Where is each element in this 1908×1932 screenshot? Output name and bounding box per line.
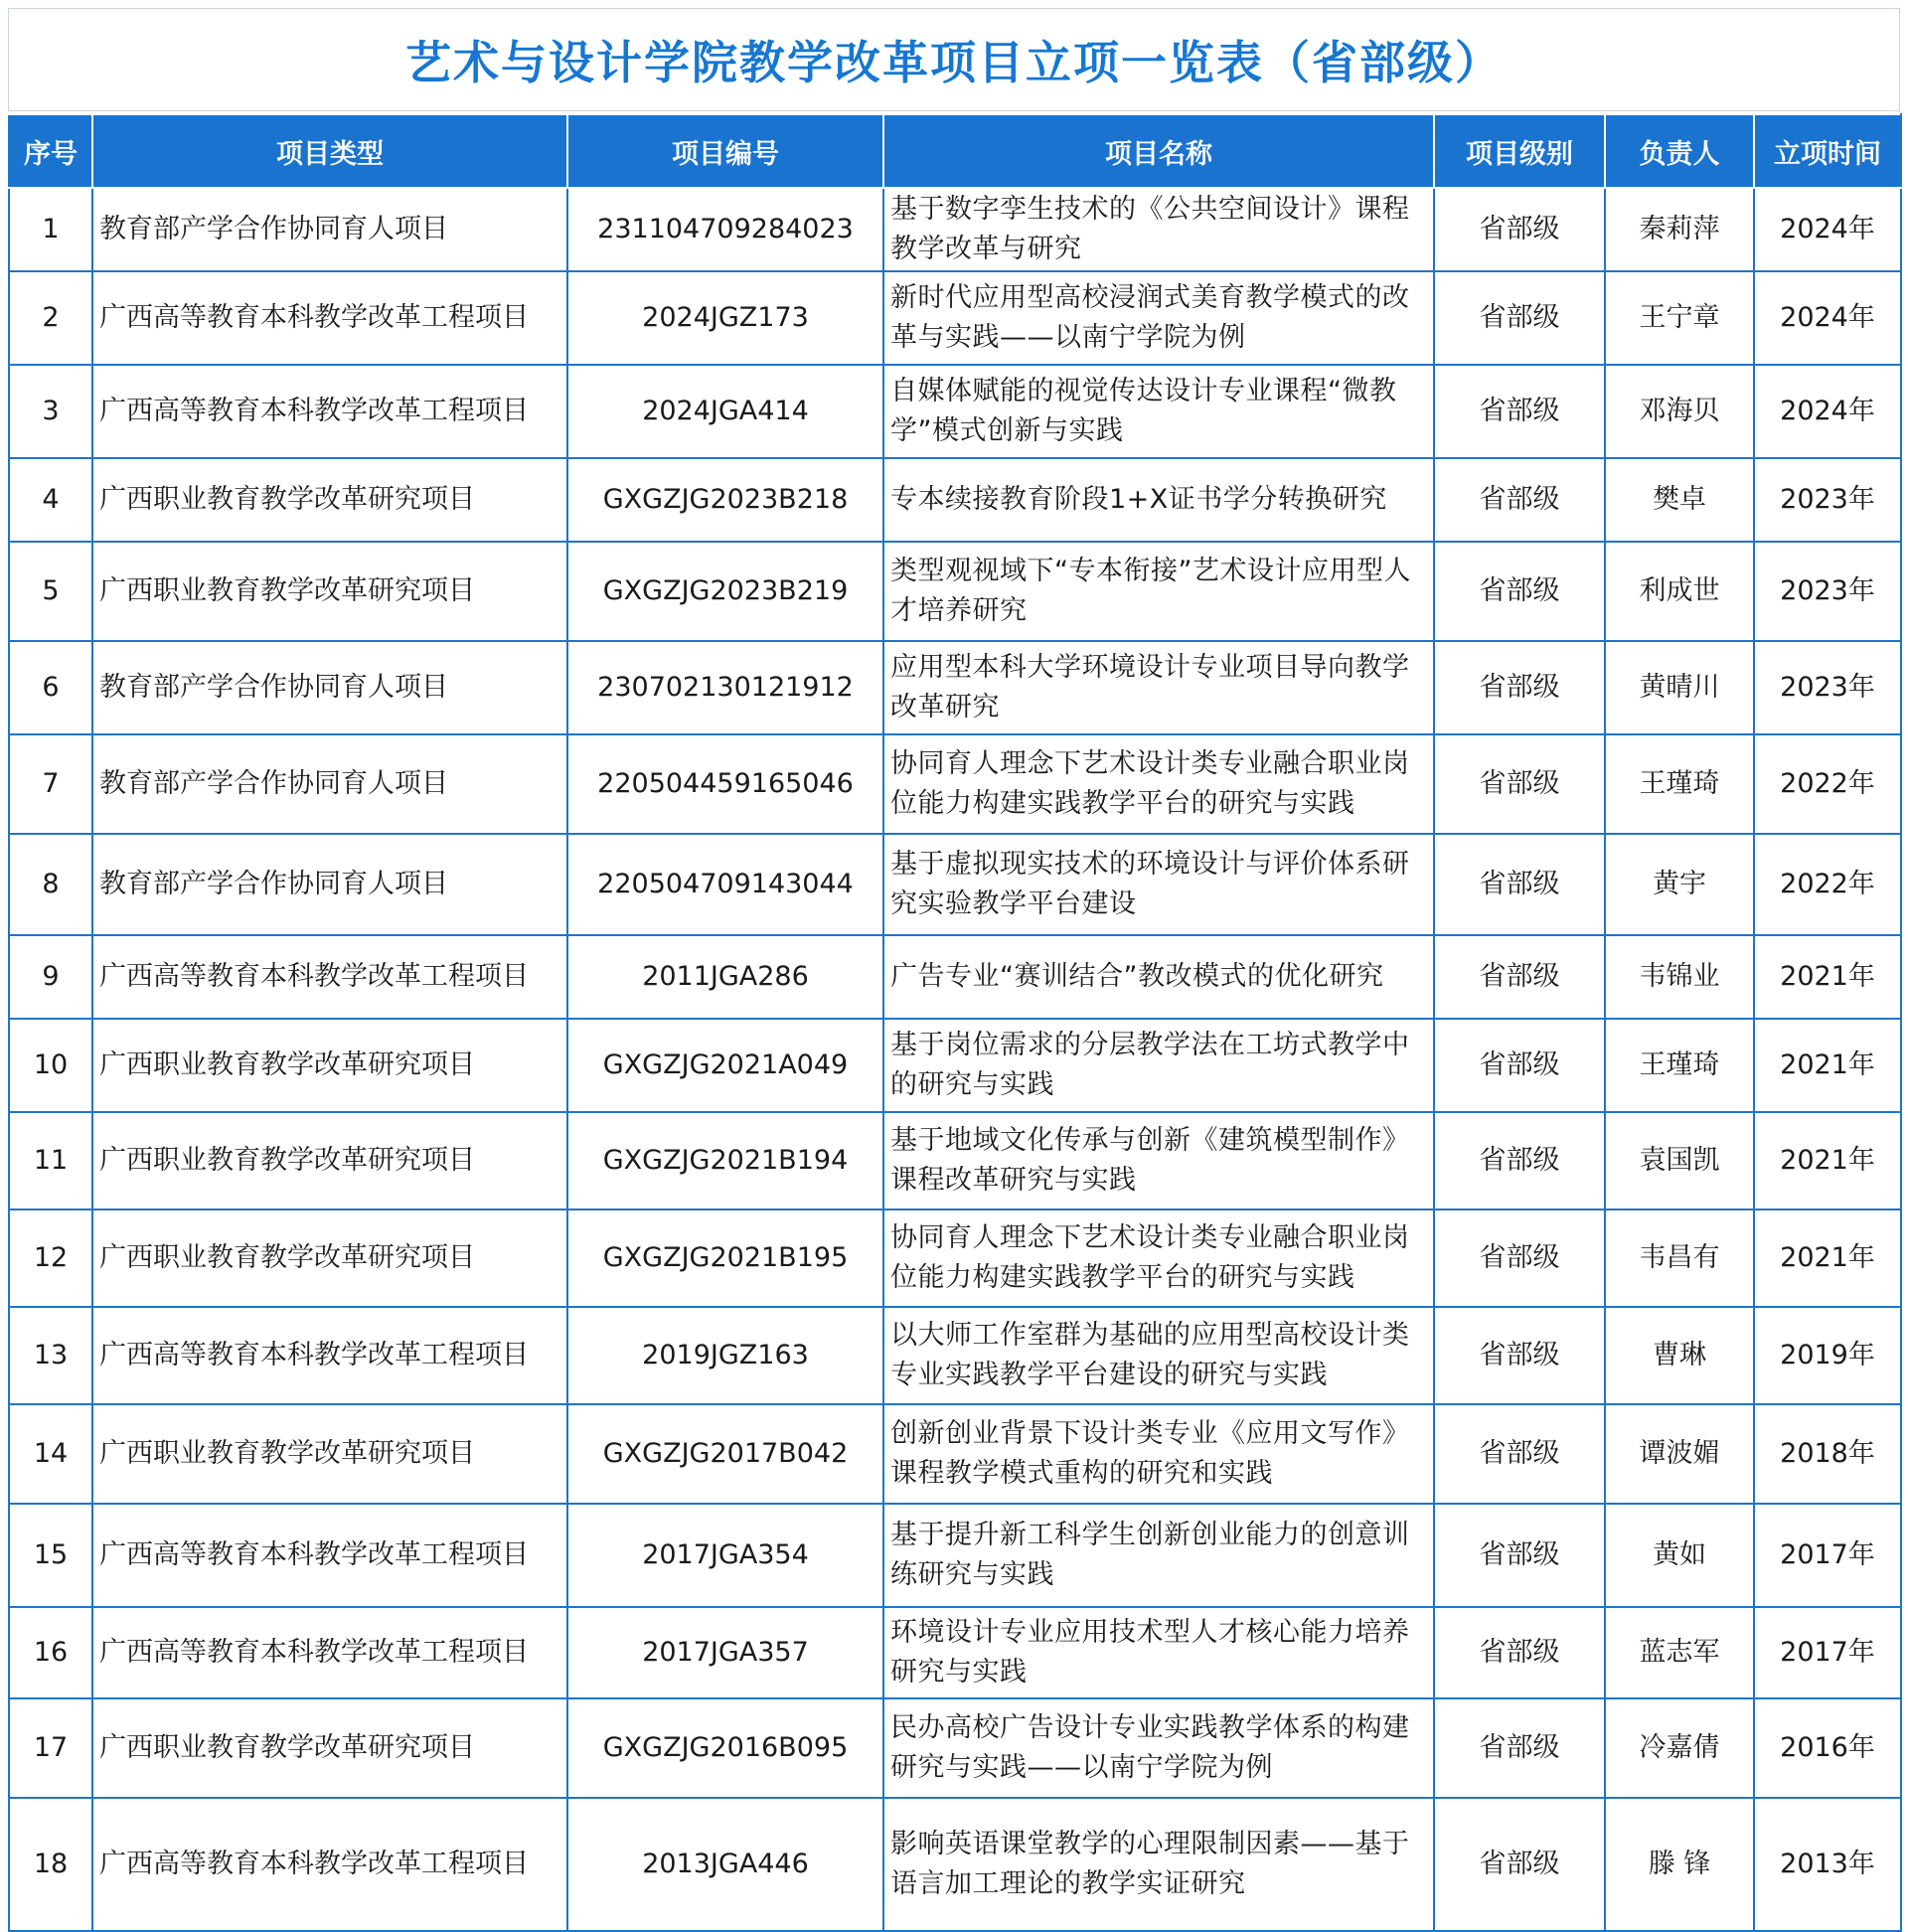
cell-level: 省部级 (1434, 641, 1605, 734)
table-row (9, 1112, 1901, 1209)
cell-code: GXGZJG2021B194 (567, 1112, 883, 1209)
header-code: 项目编号 (567, 114, 883, 188)
cell-code: 231104709284023 (567, 188, 883, 271)
cell-year: 2023年 (1754, 641, 1901, 734)
header-type: 项目类型 (92, 114, 567, 188)
table-row (9, 1698, 1901, 1798)
cell-level: 省部级 (1434, 1607, 1605, 1698)
cell-code: GXGZJG2017B042 (567, 1404, 883, 1504)
cell-year: 2017年 (1754, 1607, 1901, 1698)
cell-leader: 谭波媚 (1605, 1404, 1754, 1504)
cell-code: 2024JGZ173 (567, 271, 883, 365)
cell-no: 11 (9, 1112, 92, 1209)
cell-name: 广告专业“赛训结合”教改模式的优化研究 (883, 935, 1434, 1019)
cell-leader: 韦昌有 (1605, 1209, 1754, 1307)
cell-name: 基于岗位需求的分层教学法在工坊式教学中的研究与实践 (883, 1019, 1434, 1112)
cell-code: GXGZJG2021B195 (567, 1209, 883, 1307)
cell-code: GXGZJG2016B095 (567, 1698, 883, 1798)
table-row (9, 188, 1901, 271)
cell-name: 类型观视域下“专本衔接”艺术设计应用型人才培养研究 (883, 542, 1434, 641)
cell-code: 230702130121912 (567, 641, 883, 734)
cell-code: GXGZJG2021A049 (567, 1019, 883, 1112)
cell-leader: 邓海贝 (1605, 365, 1754, 458)
cell-level: 省部级 (1434, 1504, 1605, 1607)
cell-year: 2021年 (1754, 1209, 1901, 1307)
header-leader: 负责人 (1605, 114, 1754, 188)
cell-leader: 利成世 (1605, 542, 1754, 641)
cell-no: 15 (9, 1504, 92, 1607)
cell-type: 广西职业教育教学改革研究项目 (92, 1209, 567, 1307)
cell-leader: 樊卓 (1605, 458, 1754, 542)
cell-type: 广西高等教育本科教学改革工程项目 (92, 365, 567, 458)
cell-year: 2021年 (1754, 935, 1901, 1019)
page-title: 艺术与设计学院教学改革项目立项一览表（省部级） (405, 36, 1503, 89)
table-body (9, 188, 1901, 1931)
cell-level: 省部级 (1434, 1698, 1605, 1798)
cell-no: 4 (9, 458, 92, 542)
cell-level: 省部级 (1434, 734, 1605, 834)
table-row (9, 271, 1901, 365)
cell-level: 省部级 (1434, 365, 1605, 458)
cell-year: 2021年 (1754, 1112, 1901, 1209)
cell-no: 14 (9, 1404, 92, 1504)
cell-year: 2022年 (1754, 834, 1901, 935)
cell-no: 7 (9, 734, 92, 834)
cell-code: 2017JGA357 (567, 1607, 883, 1698)
cell-leader: 黄如 (1605, 1504, 1754, 1607)
cell-leader: 袁国凯 (1605, 1112, 1754, 1209)
cell-year: 2019年 (1754, 1307, 1901, 1404)
title-band (8, 8, 1900, 111)
cell-level: 省部级 (1434, 1112, 1605, 1209)
cell-no: 13 (9, 1307, 92, 1404)
cell-no: 6 (9, 641, 92, 734)
cell-leader: 黄晴川 (1605, 641, 1754, 734)
cell-leader: 王瑾琦 (1605, 1019, 1754, 1112)
cell-type: 广西职业教育教学改革研究项目 (92, 1019, 567, 1112)
cell-type: 教育部产学合作协同育人项目 (92, 641, 567, 734)
table-row (9, 542, 1901, 641)
cell-leader: 王宁章 (1605, 271, 1754, 365)
table-row (9, 1607, 1901, 1698)
cell-code: 220504459165046 (567, 734, 883, 834)
cell-no: 3 (9, 365, 92, 458)
cell-leader: 曹琳 (1605, 1307, 1754, 1404)
cell-type: 广西职业教育教学改革研究项目 (92, 1112, 567, 1209)
cell-level: 省部级 (1434, 1404, 1605, 1504)
cell-no: 2 (9, 271, 92, 365)
cell-leader: 蓝志军 (1605, 1607, 1754, 1698)
cell-code: 2013JGA446 (567, 1798, 883, 1931)
cell-name: 应用型本科大学环境设计专业项目导向教学改革研究 (883, 641, 1434, 734)
cell-year: 2022年 (1754, 734, 1901, 834)
cell-code: GXGZJG2023B218 (567, 458, 883, 542)
cell-type: 广西职业教育教学改革研究项目 (92, 542, 567, 641)
cell-year: 2024年 (1754, 365, 1901, 458)
table-row (9, 1019, 1901, 1112)
cell-type: 广西高等教育本科教学改革工程项目 (92, 1607, 567, 1698)
cell-level: 省部级 (1434, 188, 1605, 271)
cell-code: 2011JGA286 (567, 935, 883, 1019)
cell-type: 广西职业教育教学改革研究项目 (92, 1698, 567, 1798)
cell-code: GXGZJG2023B219 (567, 542, 883, 641)
table-row (9, 641, 1901, 734)
cell-leader: 冷嘉倩 (1605, 1698, 1754, 1798)
cell-name: 基于地域文化传承与创新《建筑模型制作》课程改革研究与实践 (883, 1112, 1434, 1209)
cell-year: 2021年 (1754, 1019, 1901, 1112)
cell-year: 2018年 (1754, 1404, 1901, 1504)
cell-year: 2024年 (1754, 271, 1901, 365)
table-row (9, 935, 1901, 1019)
cell-name: 基于虚拟现实技术的环境设计与评价体系研究实验教学平台建设 (883, 834, 1434, 935)
cell-level: 省部级 (1434, 1209, 1605, 1307)
table-row (9, 458, 1901, 542)
cell-name: 协同育人理念下艺术设计类专业融合职业岗位能力构建实践教学平台的研究与实践 (883, 1209, 1434, 1307)
cell-name: 基于数字孪生技术的《公共空间设计》课程教学改革与研究 (883, 188, 1434, 271)
cell-leader: 韦锦业 (1605, 935, 1754, 1019)
table-row (9, 734, 1901, 834)
cell-name: 协同育人理念下艺术设计类专业融合职业岗位能力构建实践教学平台的研究与实践 (883, 734, 1434, 834)
cell-level: 省部级 (1434, 935, 1605, 1019)
cell-no: 17 (9, 1698, 92, 1798)
cell-name: 自媒体赋能的视觉传达设计专业课程“微教学”模式创新与实践 (883, 365, 1434, 458)
cell-type: 广西高等教育本科教学改革工程项目 (92, 935, 567, 1019)
cell-type: 教育部产学合作协同育人项目 (92, 834, 567, 935)
cell-no: 18 (9, 1798, 92, 1931)
cell-type: 教育部产学合作协同育人项目 (92, 734, 567, 834)
cell-year: 2023年 (1754, 458, 1901, 542)
cell-leader: 秦莉萍 (1605, 188, 1754, 271)
cell-no: 8 (9, 834, 92, 935)
cell-year: 2023年 (1754, 542, 1901, 641)
cell-level: 省部级 (1434, 1019, 1605, 1112)
cell-code: 2017JGA354 (567, 1504, 883, 1607)
cell-type: 教育部产学合作协同育人项目 (92, 188, 567, 271)
cell-no: 16 (9, 1607, 92, 1698)
cell-level: 省部级 (1434, 834, 1605, 935)
cell-type: 广西高等教育本科教学改革工程项目 (92, 1504, 567, 1607)
cell-name: 以大师工作室群为基础的应用型高校设计类专业实践教学平台建设的研究与实践 (883, 1307, 1434, 1404)
cell-level: 省部级 (1434, 271, 1605, 365)
cell-level: 省部级 (1434, 1307, 1605, 1404)
cell-type: 广西职业教育教学改革研究项目 (92, 1404, 567, 1504)
cell-name: 基于提升新工科学生创新创业能力的创意训练研究与实践 (883, 1504, 1434, 1607)
cell-no: 10 (9, 1019, 92, 1112)
header-level: 项目级别 (1434, 114, 1605, 188)
cell-year: 2016年 (1754, 1698, 1901, 1798)
table-row (9, 1798, 1901, 1931)
cell-name: 影响英语课堂教学的心理限制因素——基于语言加工理论的教学实证研究 (883, 1798, 1434, 1931)
cell-code: 220504709143044 (567, 834, 883, 935)
table-row (9, 1504, 1901, 1607)
cell-code: 2019JGZ163 (567, 1307, 883, 1404)
cell-no: 12 (9, 1209, 92, 1307)
cell-year: 2024年 (1754, 188, 1901, 271)
cell-leader: 王瑾琦 (1605, 734, 1754, 834)
cell-no: 9 (9, 935, 92, 1019)
cell-year: 2017年 (1754, 1504, 1901, 1607)
table-row (9, 834, 1901, 935)
cell-type: 广西高等教育本科教学改革工程项目 (92, 271, 567, 365)
cell-level: 省部级 (1434, 458, 1605, 542)
cell-name: 新时代应用型高校浸润式美育教学模式的改革与实践——以南宁学院为例 (883, 271, 1434, 365)
cell-type: 广西高等教育本科教学改革工程项目 (92, 1798, 567, 1931)
header-year: 立项时间 (1754, 114, 1901, 188)
cell-type: 广西职业教育教学改革研究项目 (92, 458, 567, 542)
cell-year: 2013年 (1754, 1798, 1901, 1931)
cell-name: 专本续接教育阶段1+X证书学分转换研究 (883, 458, 1434, 542)
cell-leader: 滕 锋 (1605, 1798, 1754, 1931)
header-no: 序号 (9, 114, 92, 188)
cell-name: 创新创业背景下设计类专业《应用文写作》课程教学模式重构的研究和实践 (883, 1404, 1434, 1504)
table-row (9, 1209, 1901, 1307)
cell-name: 环境设计专业应用技术型人才核心能力培养研究与实践 (883, 1607, 1434, 1698)
cell-code: 2024JGA414 (567, 365, 883, 458)
table-row (9, 1404, 1901, 1504)
cell-level: 省部级 (1434, 542, 1605, 641)
table-row (9, 1307, 1901, 1404)
header-row (9, 114, 1901, 188)
cell-name: 民办高校广告设计专业实践教学体系的构建研究与实践——以南宁学院为例 (883, 1698, 1434, 1798)
cell-leader: 黄宇 (1605, 834, 1754, 935)
header-name: 项目名称 (883, 114, 1434, 188)
cell-type: 广西高等教育本科教学改革工程项目 (92, 1307, 567, 1404)
cell-no: 5 (9, 542, 92, 641)
project-table (8, 113, 1902, 1932)
table-row (9, 365, 1901, 458)
cell-level: 省部级 (1434, 1798, 1605, 1931)
cell-no: 1 (9, 188, 92, 271)
